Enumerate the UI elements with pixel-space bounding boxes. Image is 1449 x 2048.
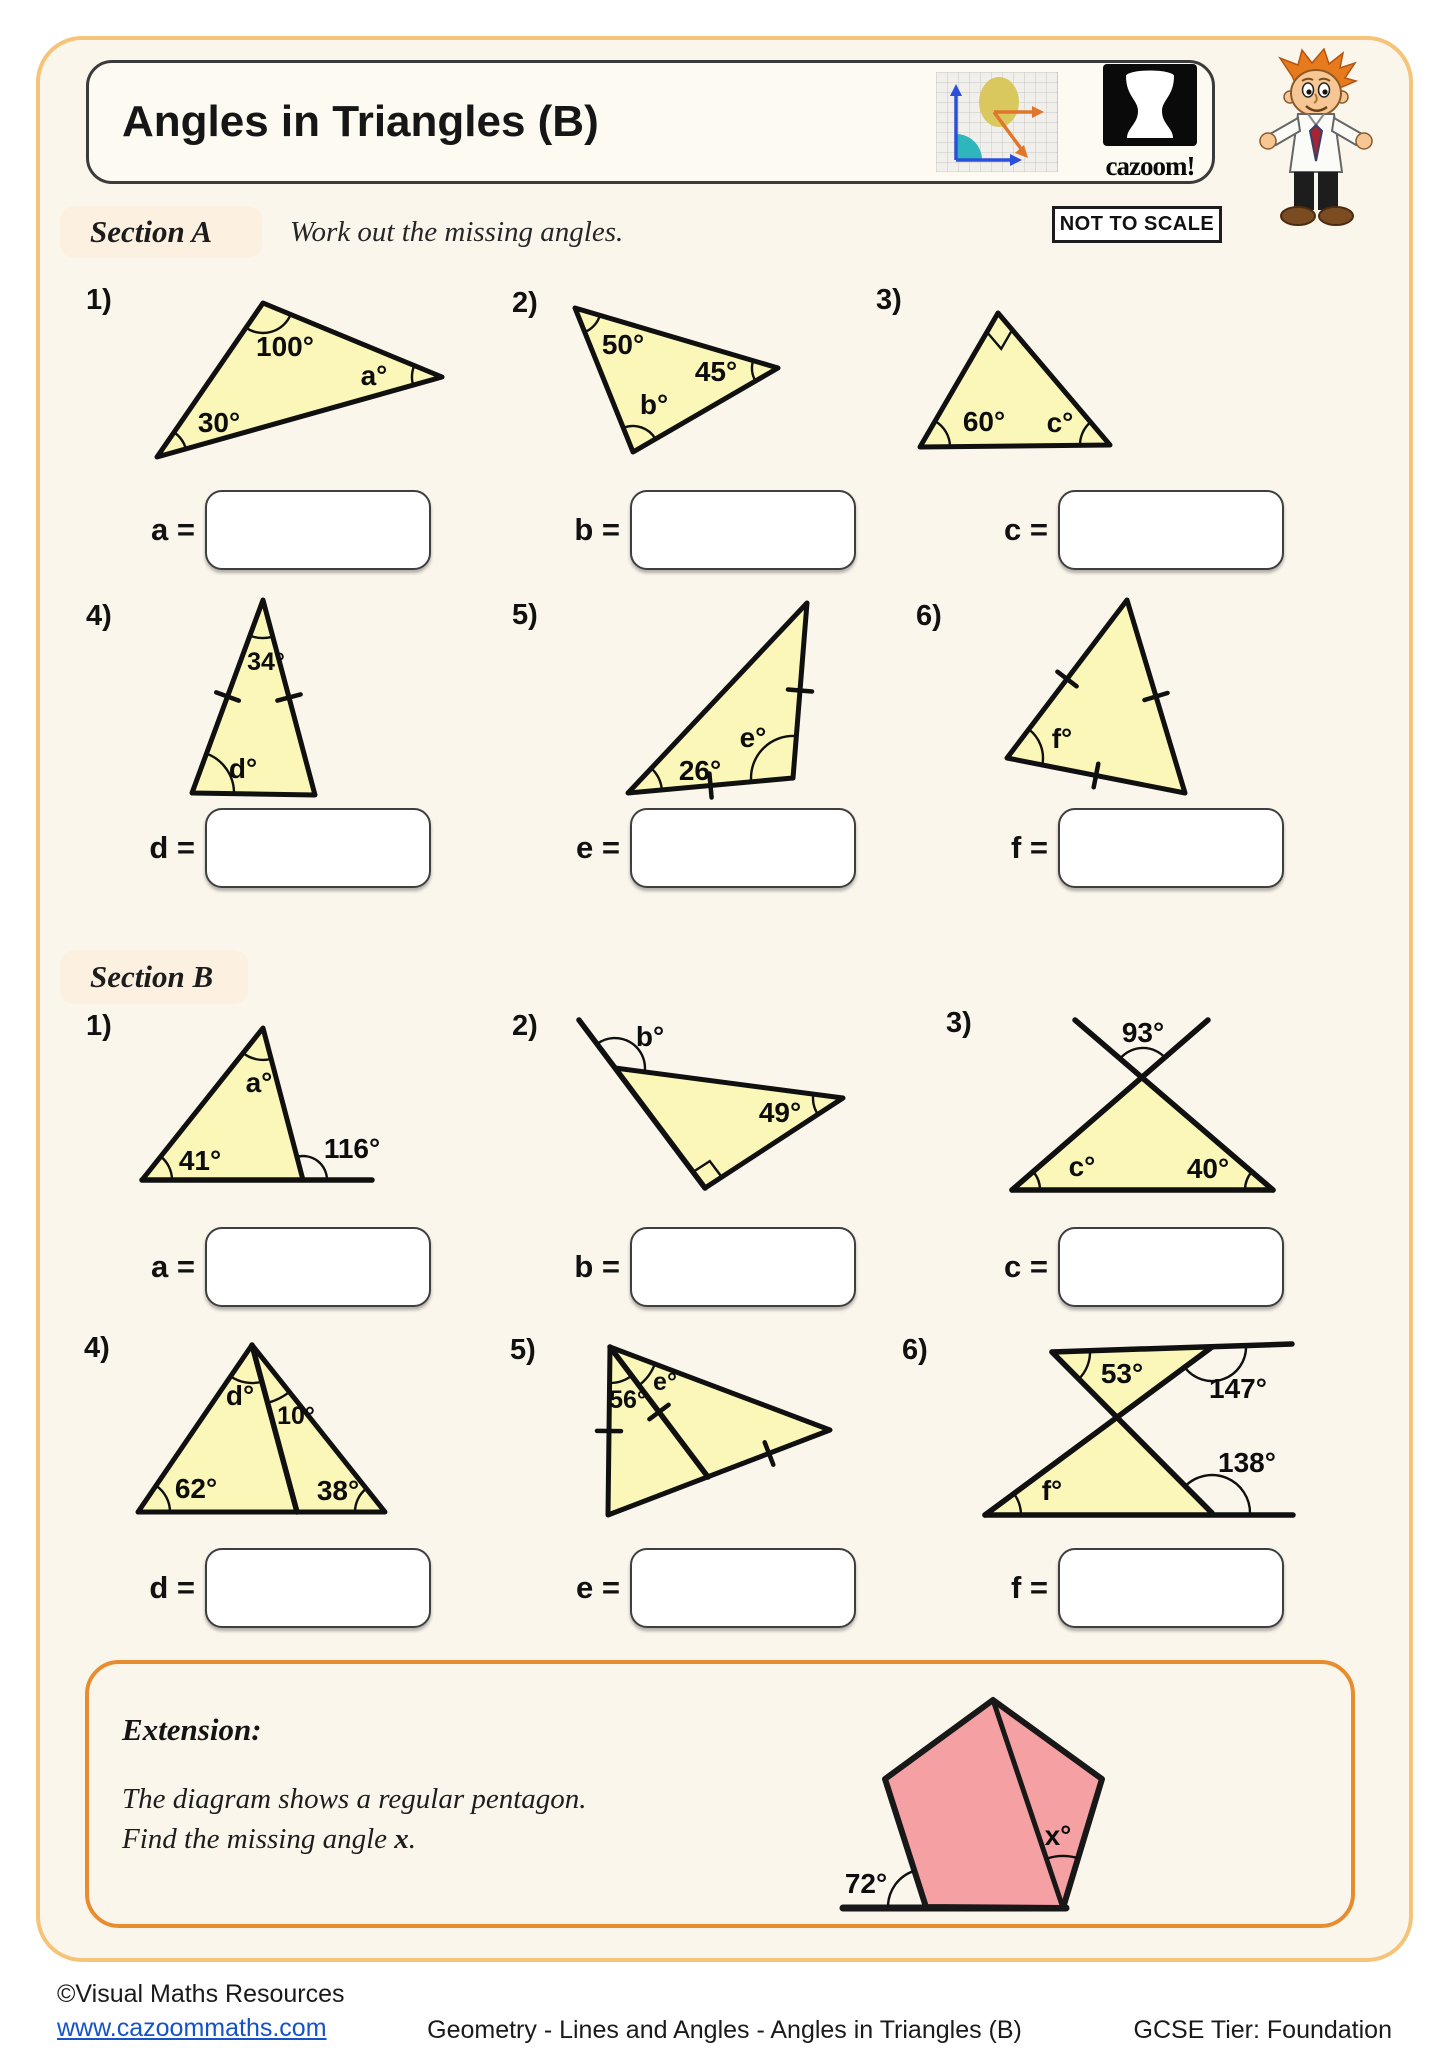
angle-label: 10° <box>277 1402 315 1430</box>
pentagon <box>885 1700 1102 1908</box>
triangle <box>615 1068 843 1188</box>
answer-label-d: d = <box>149 1570 195 1605</box>
figure-b1 <box>100 1015 420 1195</box>
triangle <box>920 313 1110 447</box>
extension-line2-period: . <box>408 1823 417 1855</box>
answer-box-a[interactable] <box>205 490 431 570</box>
answer-label-a: a = <box>151 1249 195 1284</box>
angle-label: b° <box>639 389 669 420</box>
answer-label-e: e = <box>576 1570 620 1605</box>
problem-number-a4: 4) <box>86 600 112 632</box>
cazoom-logo-text: cazoom! <box>1105 151 1195 181</box>
answer-label-f: f = <box>1010 1570 1048 1605</box>
extension-line2-variable: x <box>394 1823 409 1855</box>
answer-box-b2[interactable] <box>630 1227 856 1307</box>
answer-label-c: c = <box>1004 512 1048 547</box>
problem-number-b6: 6) <box>902 1334 928 1366</box>
angle-label: 116° <box>323 1133 381 1164</box>
angle-arc <box>1120 1048 1165 1059</box>
angle-label: 26° <box>678 755 722 786</box>
figure-extension-pentagon <box>820 1685 1120 1920</box>
angle-label: b° <box>635 1021 665 1052</box>
angle-arc <box>888 1871 914 1907</box>
problem-number-a6: 6) <box>916 600 942 632</box>
section-b-label: Section B <box>60 950 248 1004</box>
angle-label: 45° <box>694 356 738 387</box>
angle-label: 56° <box>609 1386 647 1414</box>
answer-label-d: d = <box>149 830 195 865</box>
problem-number-a3: 3) <box>876 284 902 316</box>
angle-label: 62° <box>174 1473 218 1504</box>
angle-label: 49° <box>758 1097 802 1128</box>
triangle <box>142 1028 303 1180</box>
answer-box-e2[interactable] <box>630 1548 856 1628</box>
angle-label: 38° <box>316 1475 360 1506</box>
figure-a5 <box>570 585 860 810</box>
footer-copyright: ©Visual Maths Resources <box>57 1980 345 2008</box>
answer-box-f2[interactable] <box>1058 1548 1284 1628</box>
angle-label: c° <box>1068 1151 1096 1182</box>
answer-box-b[interactable] <box>630 490 856 570</box>
angle-label: x° <box>1044 1820 1072 1851</box>
angle-label: 60° <box>962 406 1006 437</box>
triangle <box>608 1347 830 1515</box>
figure-a3 <box>890 295 1210 470</box>
angle-label: 72° <box>844 1868 888 1899</box>
angle-label: 138° <box>1218 1447 1276 1478</box>
problem-number-b5: 5) <box>510 1334 536 1366</box>
answer-label-a: a = <box>151 512 195 547</box>
mascot-character <box>1242 48 1387 233</box>
angle-label: 41° <box>178 1145 222 1176</box>
figure-b2 <box>540 1012 880 1207</box>
figure-b6 <box>950 1332 1310 1527</box>
answer-box-d2[interactable] <box>205 1548 431 1628</box>
angle-label: 30° <box>197 407 241 438</box>
figure-a4 <box>150 585 370 810</box>
angle-label: a° <box>360 360 388 391</box>
angle-label: d° <box>225 1380 255 1411</box>
section-a-label: Section A <box>60 206 262 258</box>
answer-box-e[interactable] <box>630 808 856 888</box>
problem-number-b2: 2) <box>512 1010 538 1042</box>
footer-tier: GCSE Tier: Foundation <box>1133 2016 1392 2044</box>
angle-label: d° <box>228 753 258 784</box>
angle-label: f° <box>1041 1475 1063 1506</box>
angle-label: 147° <box>1209 1373 1267 1404</box>
page-title: Angles in Triangles (B) <box>122 97 599 146</box>
extension-heading: Extension: <box>122 1712 262 1747</box>
angle-label: e° <box>739 722 767 753</box>
angle-label: 50° <box>601 329 645 360</box>
figure-b4 <box>110 1338 410 1523</box>
answer-box-c[interactable] <box>1058 490 1284 570</box>
answer-box-f[interactable] <box>1058 808 1284 888</box>
figure-b5 <box>560 1338 850 1528</box>
problem-number-a5: 5) <box>512 599 538 631</box>
angle-label: f° <box>1051 723 1073 754</box>
angle-label: 34° <box>247 648 285 676</box>
answer-box-a2[interactable] <box>205 1227 431 1307</box>
not-to-scale-badge: NOT TO SCALE <box>1052 206 1222 243</box>
extension-line2 <box>122 1823 416 1856</box>
answer-box-c2[interactable] <box>1058 1227 1284 1307</box>
angle-label: 53° <box>1100 1358 1144 1389</box>
answer-label-b: b = <box>574 512 620 547</box>
angle-label: e° <box>653 1368 677 1396</box>
problem-number-a1: 1) <box>86 284 112 316</box>
problem-number-b4: 4) <box>84 1332 110 1364</box>
answer-label-e: e = <box>576 830 620 865</box>
answer-box-d[interactable] <box>205 808 431 888</box>
extension-line1: The diagram shows a regular pentagon. <box>122 1783 587 1815</box>
cazoom-logo <box>1096 64 1204 182</box>
figure-a6 <box>960 585 1240 810</box>
figure-b3 <box>960 1012 1290 1202</box>
figure-a1 <box>80 280 480 480</box>
problem-number-a2: 2) <box>512 287 538 319</box>
footer-website-link[interactable]: www.cazoommaths.com <box>57 2014 327 2042</box>
angle-label: 40° <box>1186 1153 1230 1184</box>
section-a-instruction: Work out the missing angles. <box>290 215 624 248</box>
figure-a2 <box>500 290 880 470</box>
angles-grid-icon <box>936 72 1058 172</box>
extension-line2-text: Find the missing angle <box>122 1823 395 1855</box>
answer-label-f: f = <box>1010 830 1048 865</box>
problem-number-b1: 1) <box>86 1010 112 1042</box>
angle-label: c° <box>1046 407 1074 438</box>
answer-label-b: b = <box>574 1249 620 1284</box>
triangle <box>1012 1078 1273 1190</box>
side-tick <box>788 690 812 692</box>
problem-number-b3: 3) <box>946 1007 972 1039</box>
footer-description: Geometry - Lines and Angles - Angles in Triangles (B) <box>427 2016 1022 2044</box>
angle-label: a° <box>245 1067 273 1098</box>
angle-label: 93° <box>1121 1017 1165 1048</box>
answer-label-c: c = <box>1004 1249 1048 1284</box>
angle-label: 100° <box>256 331 314 362</box>
